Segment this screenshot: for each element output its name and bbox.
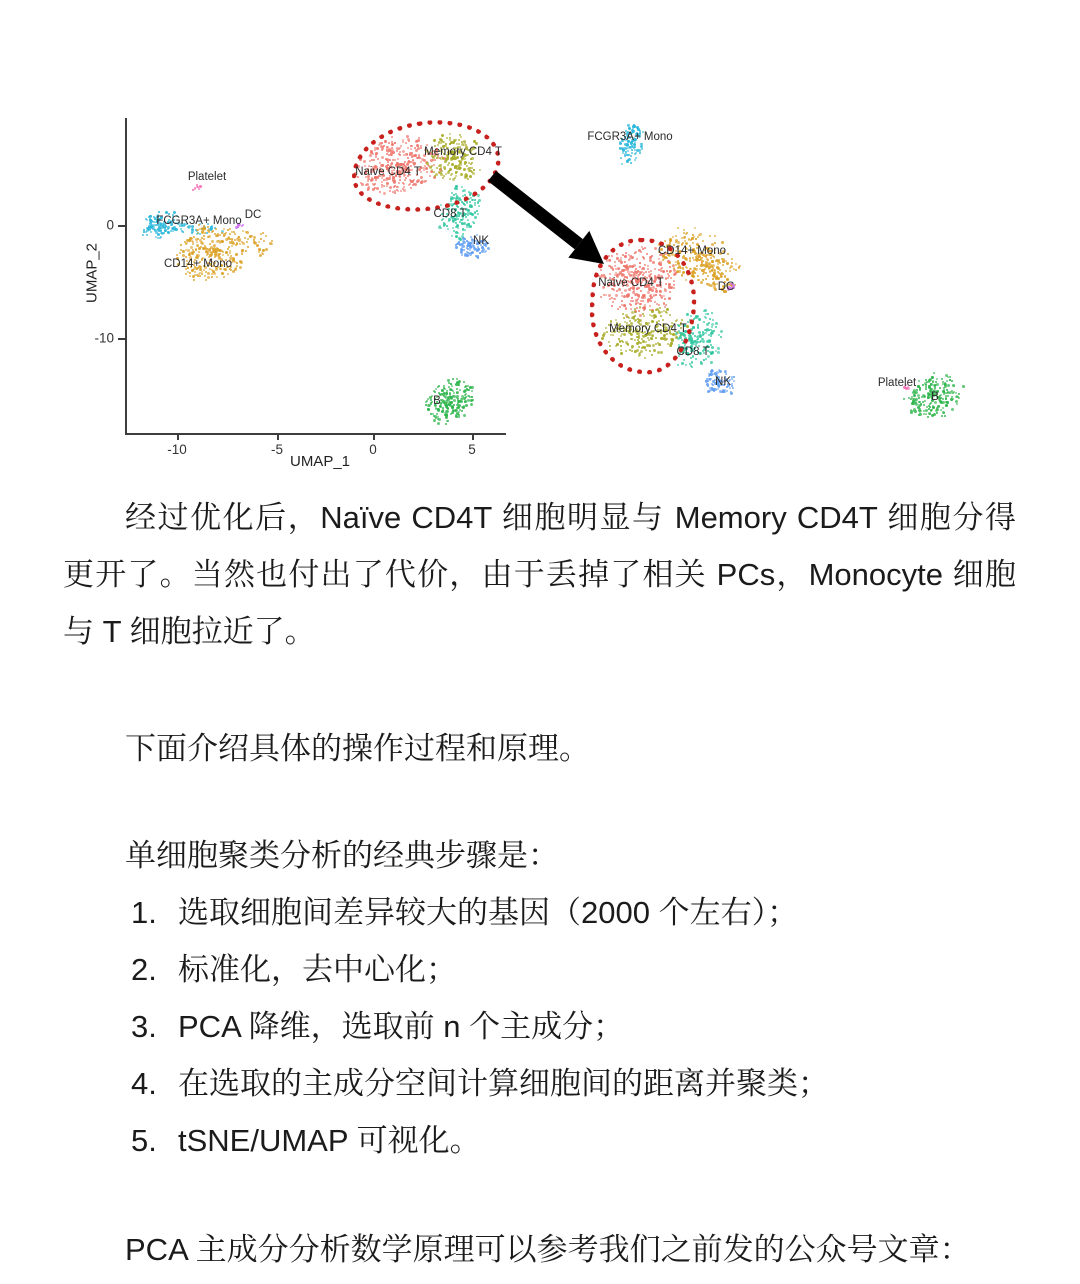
list-item <box>63 884 1016 941</box>
list-item <box>63 941 1016 998</box>
list-item-text: 在选取的主成分空间计算细胞间的距离并聚类； <box>178 1066 829 1101</box>
x-tick-label: -5 <box>270 442 284 457</box>
cluster-label: NK <box>473 235 489 247</box>
cluster-label: DC <box>244 209 262 221</box>
cluster-label: FCGR3A+ Mono <box>587 131 673 143</box>
y-tick-label: -10 <box>94 330 114 346</box>
y-axis-title: UMAP_2 <box>83 242 101 304</box>
cluster-label: Naive CD4 T <box>355 166 421 178</box>
cluster-label: DC <box>717 281 735 293</box>
cluster-label: Platelet <box>877 377 917 389</box>
list-item-number: 1. <box>131 895 157 930</box>
list-item-text: tSNE/UMAP 可视化。 <box>178 1123 481 1158</box>
cluster-label: CD14+ Mono <box>657 245 727 257</box>
paragraph-optimization-result: 经过优化后，Naïve CD4T 细胞明显与 Memory CD4T 细胞分得更开了。当然也付出了代价，由于丢掉了相关 PCs，Monocyte 细胞与 T 细胞拉近了。 <box>63 500 1016 649</box>
cluster-label: B <box>931 391 939 403</box>
list-item-number: 4. <box>131 1066 157 1101</box>
cluster-label: CD8 T <box>676 346 710 358</box>
x-tick-label: 0 <box>369 442 377 457</box>
list-item <box>63 998 1016 1055</box>
steps-list <box>63 884 1016 1169</box>
list-item-text: 选取细胞间差异较大的基因（2000 个左右）； <box>178 895 799 930</box>
x-tick-label: -10 <box>167 442 187 457</box>
x-axis-title: UMAP_1 <box>289 453 351 470</box>
cluster-label: FCGR3A+ Mono <box>156 215 242 227</box>
paragraph-steps-heading: 单细胞聚类分析的经典步骤是： <box>125 838 559 873</box>
cluster-label: Platelet <box>187 171 227 183</box>
cluster-label: Memory CD4 T <box>609 323 687 335</box>
cluster-label: NK <box>715 376 731 388</box>
paragraph-pca-reference: PCA 主成分分析数学原理可以参考我们之前发的公众号文章： <box>125 1232 971 1267</box>
paragraph-intro: 下面介绍具体的操作过程和原理。 <box>125 731 590 766</box>
list-item <box>63 1112 1016 1169</box>
list-item-text: PCA 降维，选取前 n 个主成分； <box>178 1009 625 1044</box>
x-tick-label: 5 <box>468 442 476 457</box>
cluster-label: Naive CD4 T <box>598 277 664 289</box>
umap-figure <box>0 0 1080 485</box>
cluster-after-platelet <box>0 0 1080 485</box>
list-item-text: 标准化，去中心化； <box>178 952 457 987</box>
cluster-label: CD14+ Mono <box>163 258 233 270</box>
y-tick-label: 0 <box>106 217 114 233</box>
cluster-label: B <box>433 395 441 407</box>
list-item-number: 2. <box>131 952 157 987</box>
list-item-number: 3. <box>131 1009 157 1044</box>
cluster-label: Memory CD4 T <box>424 146 502 158</box>
cluster-label: CD8 T <box>433 208 467 220</box>
list-item <box>63 1055 1016 1112</box>
article-body <box>0 485 1080 1278</box>
list-item-number: 5. <box>131 1123 157 1158</box>
